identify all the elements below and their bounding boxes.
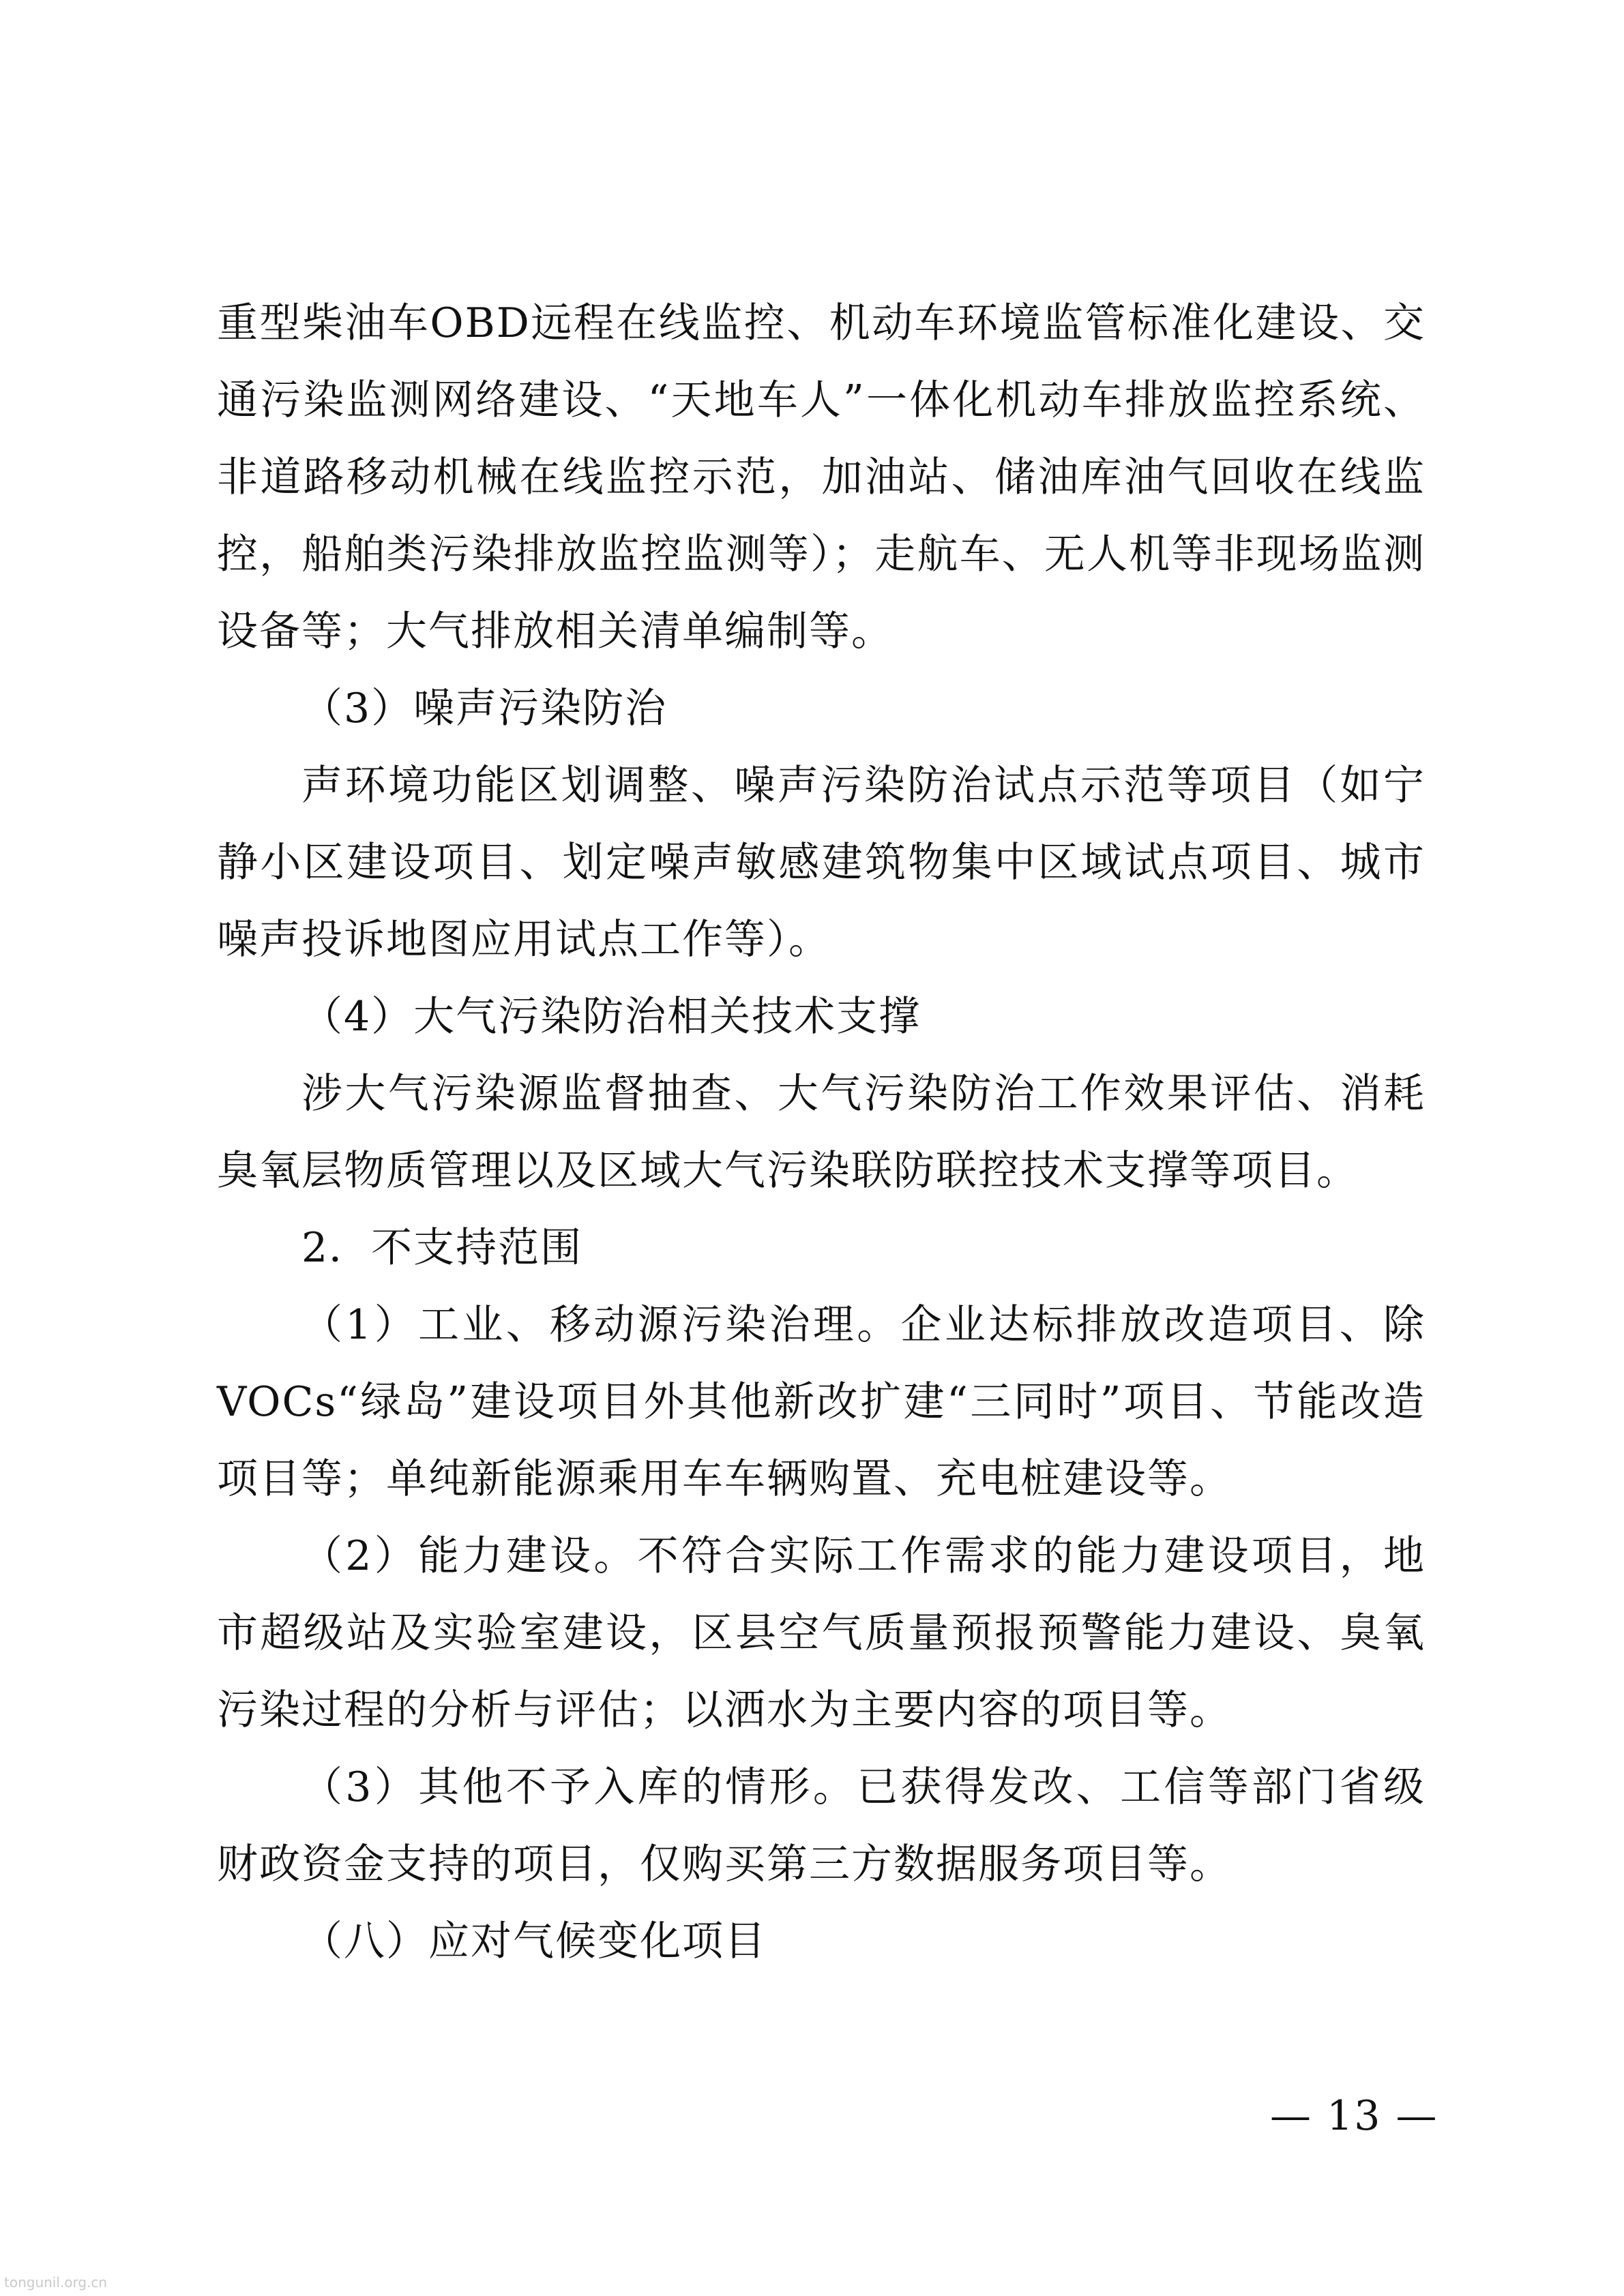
heading-noise-pollution: （3）噪声污染防治 [301,685,668,732]
paragraph-industrial-mobile: （1）工业、移动源污染治理。企业达标排放改造项目、除VOCs“绿岛”建设项目外其他新改扩建“三同时”项目、节能改造项目等；单纯新能源乘用车车辆购置、充电桩建设等。 [217,1301,1426,1503]
heading-technical-support: （4）大气污染防治相关技术支撑 [301,993,921,1041]
paragraph-other-exclusions: （3）其他不予入库的情形。已获得发改、工信等部门省级财政资金支持的项目，仅购买第三方数据服务项目等。 [217,1763,1426,1888]
paragraph-vehicle-monitoring: 重型柴油车OBD远程在线监控、机动车环境监管标准化建设、交通污染监测网络建设、“天地车人”一体化机动车排放监控系统、非道路移动机械在线监控示范，加油站、储油库油气回收在线监控，船舶类污染排放监控监测等）；走航车、无人机等非现场监测设备等；大气排放相关清单编制等。 [217,299,1426,655]
paragraph-noise-projects: 声环境功能区划调整、噪声污染防治试点示范等项目（如宁静小区建设项目、划定噪声敏感建筑物集中区域试点项目、城市噪声投诉地图应用试点工作等）。 [217,762,1426,964]
paragraph-capacity-building: （2）能力建设。不符合实际工作需求的能力建设项目，地市超级站及实验室建设，区县空气质量预报预警能力建设、臭氧污染过程的分析与评估；以洒水为主要内容的项目等。 [217,1532,1426,1734]
watermark-text: tongunil.org.cn [4,2274,108,2291]
heading-climate-change: （八）应对气候变化项目 [301,1918,767,1965]
page-number: — 13 — [1270,2092,1438,2140]
document-body [217,285,1426,1980]
heading-unsupported-scope: 2．不支持范围 [301,1224,583,1272]
paragraph-technical-support: 涉大气污染源监督抽查、大气污染防治工作效果评估、消耗臭氧层物质管理以及区域大气污染联防联控技术支撑等项目。 [217,1070,1426,1195]
